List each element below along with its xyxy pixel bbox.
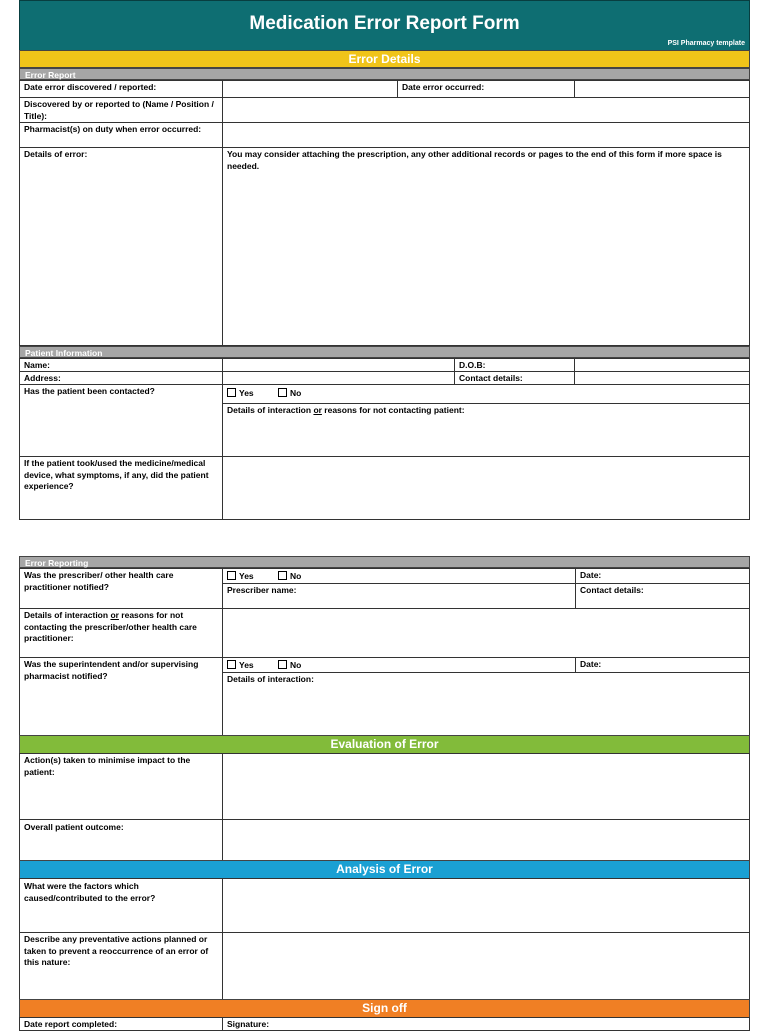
field-prescriber-date[interactable]: Date: — [575, 568, 750, 584]
field-contributing-factors[interactable] — [222, 878, 750, 933]
checkbox-icon — [278, 660, 287, 669]
interaction-label-a: Details of interaction — [24, 610, 111, 620]
label-actions-taken: Action(s) taken to minimise impact to the patient: — [19, 753, 223, 820]
field-superintendent-date[interactable]: Date: — [575, 657, 750, 673]
field-patient-interaction[interactable] — [222, 403, 750, 457]
field-contact-details[interactable] — [574, 371, 750, 385]
band-analysis-of-error: Analysis of Error — [19, 860, 750, 879]
label-superintendent-notified: Was the superintendent and/or supervising pharmacist notified? — [19, 657, 223, 736]
checkbox-icon — [278, 571, 287, 580]
band-sign-off: Sign off — [19, 999, 750, 1018]
form-title: Medication Error Report Form — [249, 13, 520, 34]
superintendent-notified-no[interactable] — [278, 660, 301, 672]
field-patient-outcome[interactable] — [222, 819, 750, 861]
label-contact-details: Contact details: — [454, 371, 575, 385]
label-patient-outcome: Overall patient outcome: — [19, 819, 223, 861]
field-symptoms[interactable] — [222, 456, 750, 520]
prescriber-notified-no[interactable] — [278, 571, 301, 583]
checkbox-icon — [227, 660, 236, 669]
subband-error-report: Error Report — [19, 68, 750, 80]
field-prescriber-contact[interactable]: Contact details: — [575, 583, 750, 609]
field-dob[interactable] — [574, 358, 750, 372]
field-date-discovered[interactable] — [222, 80, 398, 98]
checkbox-icon — [227, 388, 236, 397]
no-label: No — [290, 388, 302, 398]
label-contributing-factors: What were the factors which caused/contributed to the error? — [19, 878, 223, 933]
superintendent-notified-yes[interactable] — [227, 660, 254, 672]
form-header — [19, 0, 750, 52]
subband-patient-information: Patient Information — [19, 346, 750, 358]
field-prescriber-name[interactable]: Prescriber name: — [222, 583, 576, 609]
label-patient-contacted: Has the patient been contacted? — [19, 384, 223, 457]
field-pharmacist-on-duty[interactable] — [222, 122, 750, 148]
band-evaluation-of-error: Evaluation of Error — [19, 735, 750, 754]
patient-contacted-yes[interactable] — [227, 388, 254, 400]
checkbox-icon — [278, 388, 287, 397]
label-preventative-actions: Describe any preventative actions planned or taken to prevent a reoccurrence of an error of this nature: — [19, 932, 223, 1000]
template-tag: PSI Pharmacy template — [667, 40, 745, 47]
field-prescriber-interaction[interactable] — [222, 608, 750, 658]
label-prescriber-notified: Was the prescriber/ other health care practitioner notified? — [19, 568, 223, 609]
details-note: You may consider attaching the prescription, any other additional records or pages to the end of this form if more space is needed. — [227, 149, 722, 171]
field-date-occurred[interactable] — [574, 80, 750, 98]
interaction-label-b: reasons for not contacting the prescriber/other health care practitioner: — [24, 610, 197, 643]
label-dob: D.O.B: — [454, 358, 575, 372]
field-details-of-error[interactable] — [222, 147, 750, 346]
label-date-report-completed: Date report completed: — [19, 1017, 223, 1031]
field-superintendent-interaction[interactable]: Details of interaction: — [222, 672, 750, 736]
field-name[interactable] — [222, 358, 455, 372]
label-prescriber-interaction — [19, 608, 223, 658]
label-pharmacist-on-duty: Pharmacist(s) on duty when error occurred: — [19, 122, 223, 148]
label-name: Name: — [19, 358, 223, 372]
field-preventative-actions[interactable] — [222, 932, 750, 1000]
label-discovered-by: Discovered by or reported to (Name / Position / Title): — [19, 97, 223, 123]
interaction-label-b: reasons for not contacting patient: — [321, 405, 465, 415]
label-date-discovered: Date error discovered / reported: — [19, 80, 223, 98]
yes-label: Yes — [239, 571, 254, 581]
prescriber-notified-yes[interactable] — [227, 571, 254, 583]
label-details-of-error: Details of error: — [19, 147, 223, 346]
checkbox-icon — [227, 571, 236, 580]
label-date-occurred: Date error occurred: — [397, 80, 575, 98]
field-signature[interactable]: Signature: — [222, 1017, 750, 1031]
interaction-label-or: or — [313, 405, 322, 415]
yes-label: Yes — [239, 660, 254, 670]
yes-label: Yes — [239, 388, 254, 398]
patient-contacted-no[interactable] — [278, 388, 301, 400]
field-discovered-by[interactable] — [222, 97, 750, 123]
band-error-details: Error Details — [19, 50, 750, 68]
subband-error-reporting: Error Reporting — [19, 556, 750, 568]
superintendent-notified-options — [222, 657, 576, 673]
prescriber-notified-options — [222, 568, 576, 584]
field-actions-taken[interactable] — [222, 753, 750, 820]
interaction-label-or: or — [110, 610, 119, 620]
patient-contacted-options — [222, 384, 750, 404]
no-label: No — [290, 571, 302, 581]
label-address: Address: — [19, 371, 223, 385]
interaction-label-a: Details of interaction — [227, 405, 314, 415]
label-symptoms: If the patient took/used the medicine/medical device, what symptoms, if any, did the patient experience? — [19, 456, 223, 520]
field-address[interactable] — [222, 371, 455, 385]
no-label: No — [290, 660, 302, 670]
